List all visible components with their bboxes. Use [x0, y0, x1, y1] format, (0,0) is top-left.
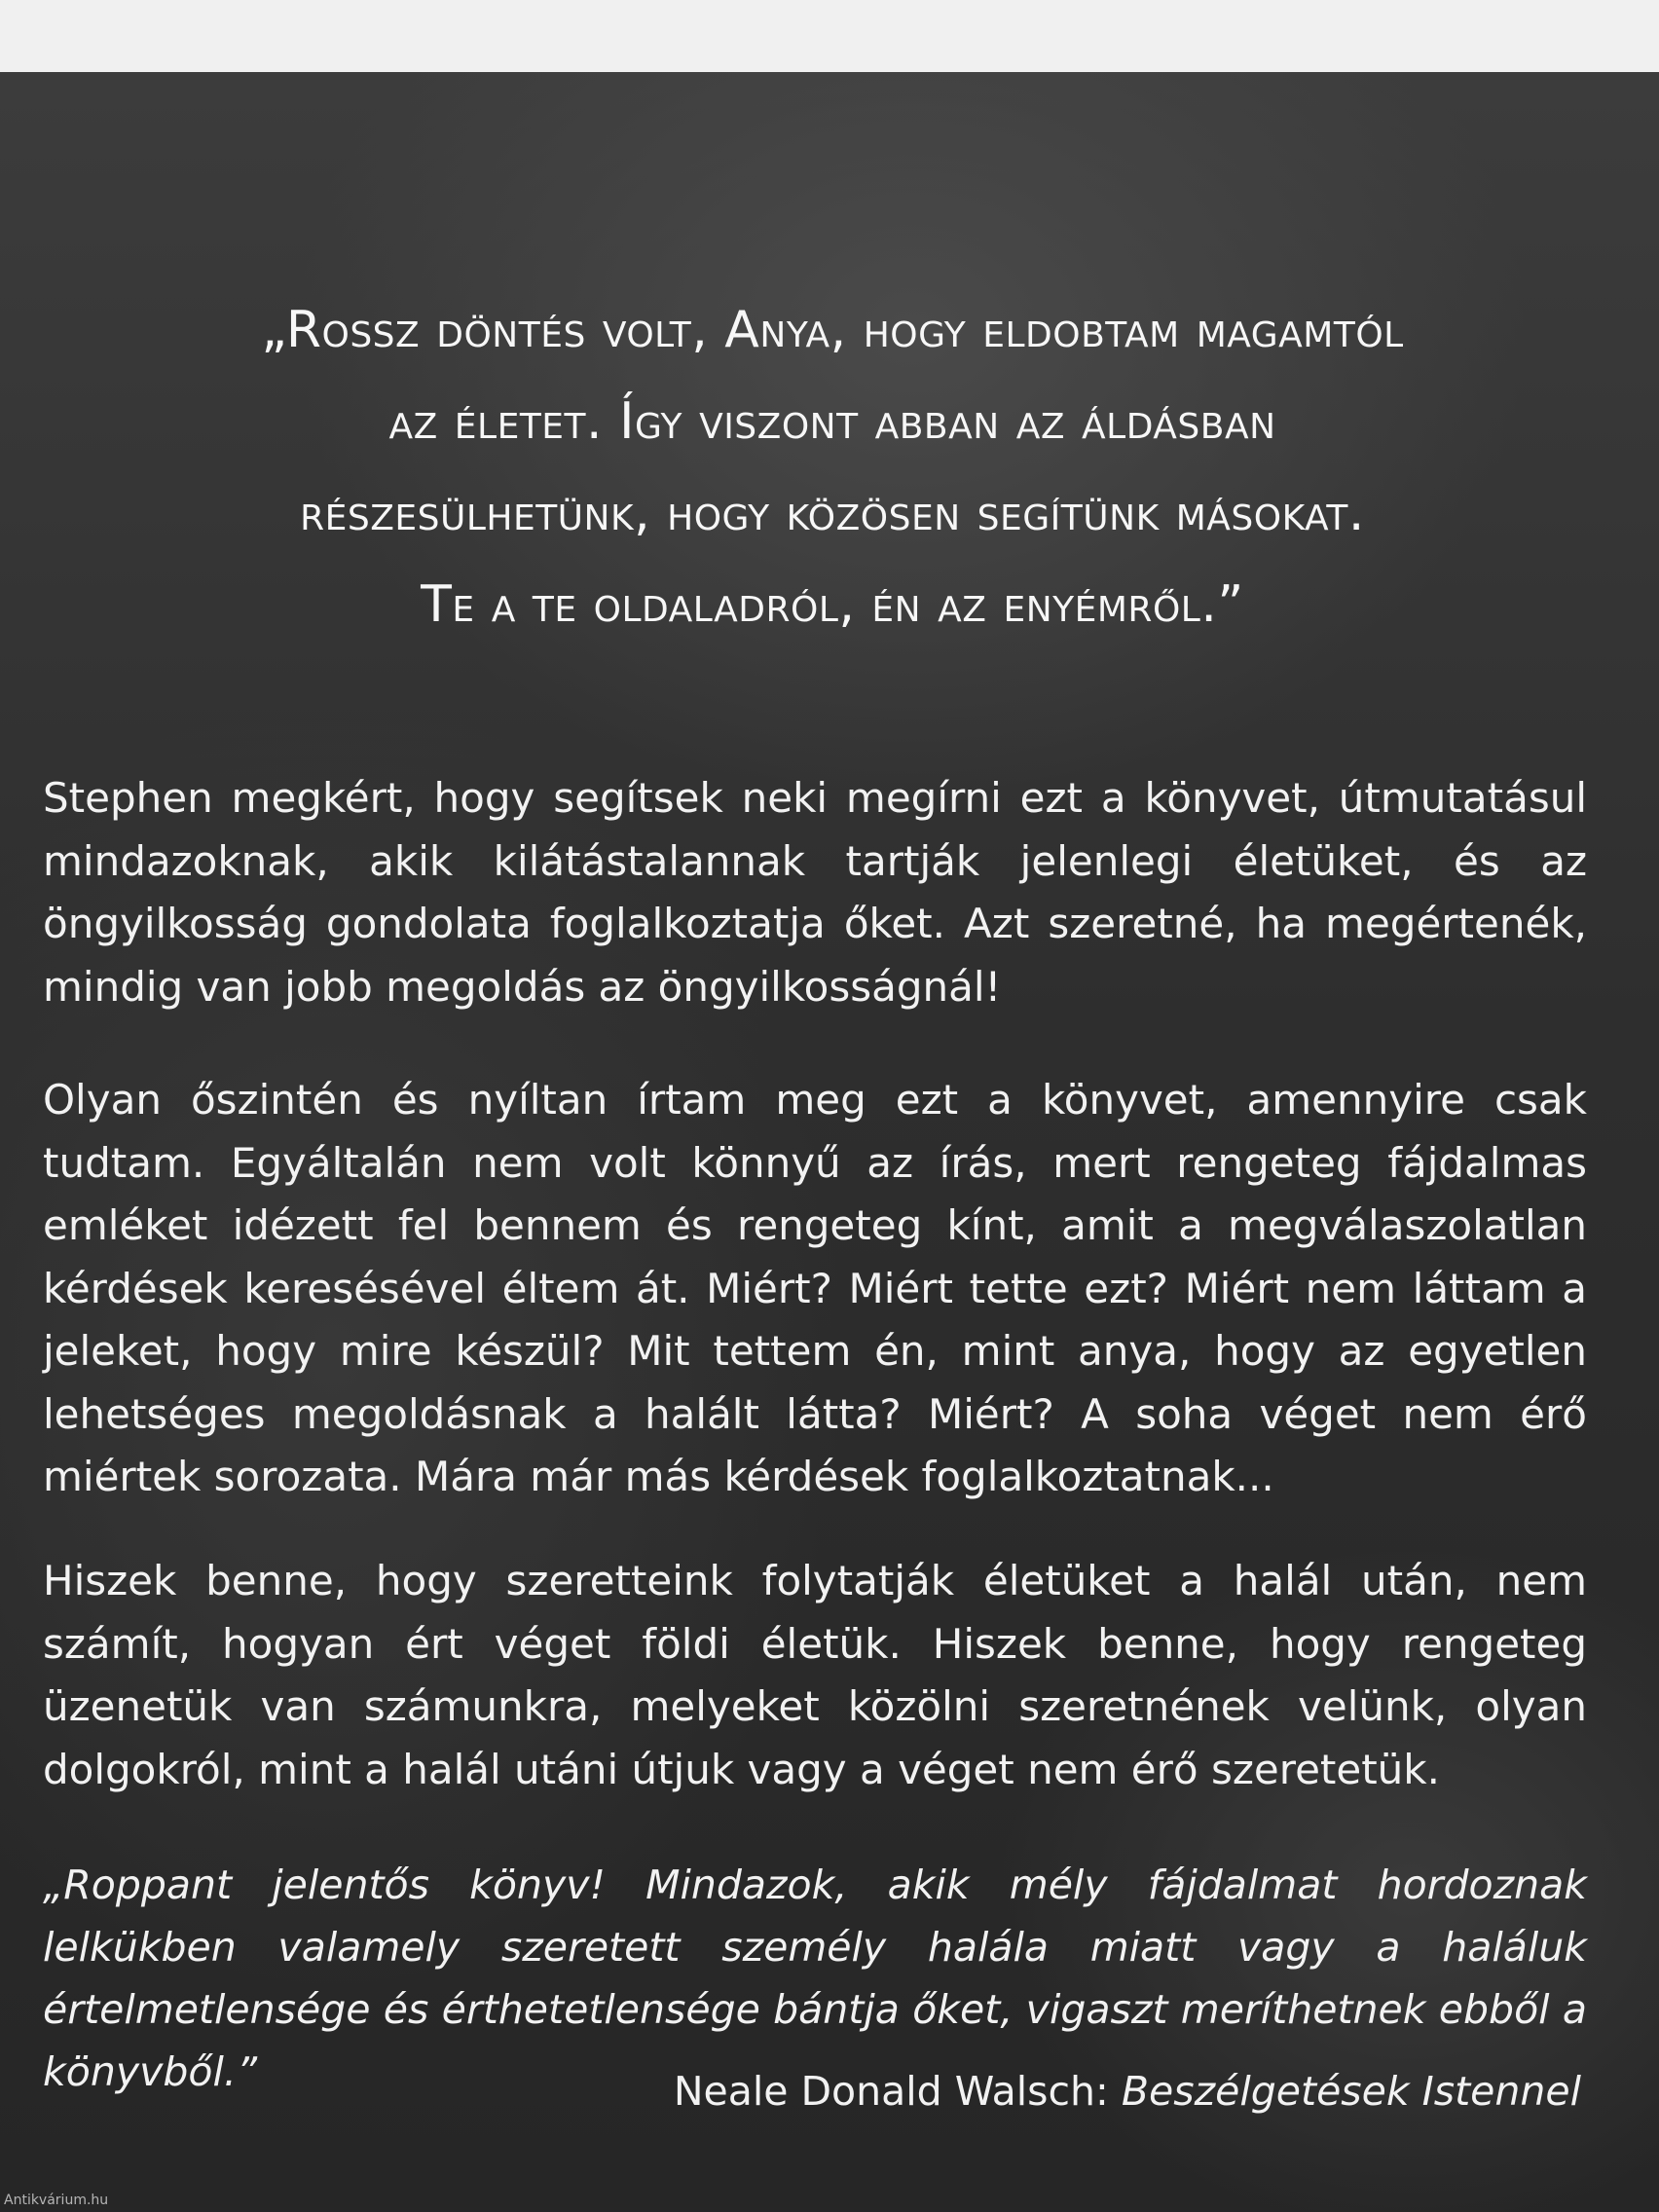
watermark: Antikvárium.hu [4, 2193, 109, 2208]
endorsement-quote: „Roppant jelentős könyv! Mindazok, akik mély fájdalmat hordoznak lelkükben valamely szeretett személy halála miatt vagy a haláluk értelmetlensége és érthetetlensége bántja őket, vigaszt meríthetnek ebből a könyvből.” [43, 1862, 1587, 2095]
attribution [674, 2068, 1581, 2115]
attribution-author: Neale Donald Walsch: [673, 2068, 1109, 2115]
paragraph-1: Stephen megkért, hogy segítsek neki megírni ezt a könyvet, útmutatásul mindazoknak, akik kilátástalannak tartják jelenlegi életüket, és az öngyilkosság gondolata foglalkoztatja őket. Azt szeretné, ha megértenék, mindig van jobb megoldás az öngyilkosságnál! [43, 774, 1587, 1011]
attribution-book-title: Beszélgetések Istennel [1121, 2068, 1581, 2115]
paragraph-3: Hiszek benne, hogy szeretteink folytatják életüket a halál után, nem számít, hogyan ért véget földi életük. Hiszek benne, hogy rengeteg üzenetük van számunkra, melyeket közölni szeretnének velünk, olyan dolgokról, mint a halál utáni útjuk vagy a véget nem érő szeretetük. [43, 1557, 1587, 1793]
headline-quote: „Rossz döntés volt, Anya, hogy eldobtam magamtól az életet. Így viszont abban az áldásban részesülhetünk, hogy közösen segítünk másokat. Te a te oldaladról, én az enyémről.” [261, 301, 1404, 634]
book-back-cover [0, 72, 1659, 2212]
paragraph-2: Olyan őszintén és nyíltan írtam meg ezt a könyvet, amennyire csak tudtam. Egyáltalán nem volt könnyű az írás, mert rengeteg fájdalmas emléket idézett fel bennem és rengeteg kínt, amit a megválaszolatlan kérdések keresésével éltem át. Miért? Miért tette ezt? Miért nem láttam a jeleket, hogy mire készül? Mit tettem én, mint anya, hogy az egyetlen lehetséges megoldásnak a halált látta? Miért? A soha véget nem érő miértek sorozata. Mára már más kérdések foglalkoztatnak... [43, 1076, 1587, 1500]
